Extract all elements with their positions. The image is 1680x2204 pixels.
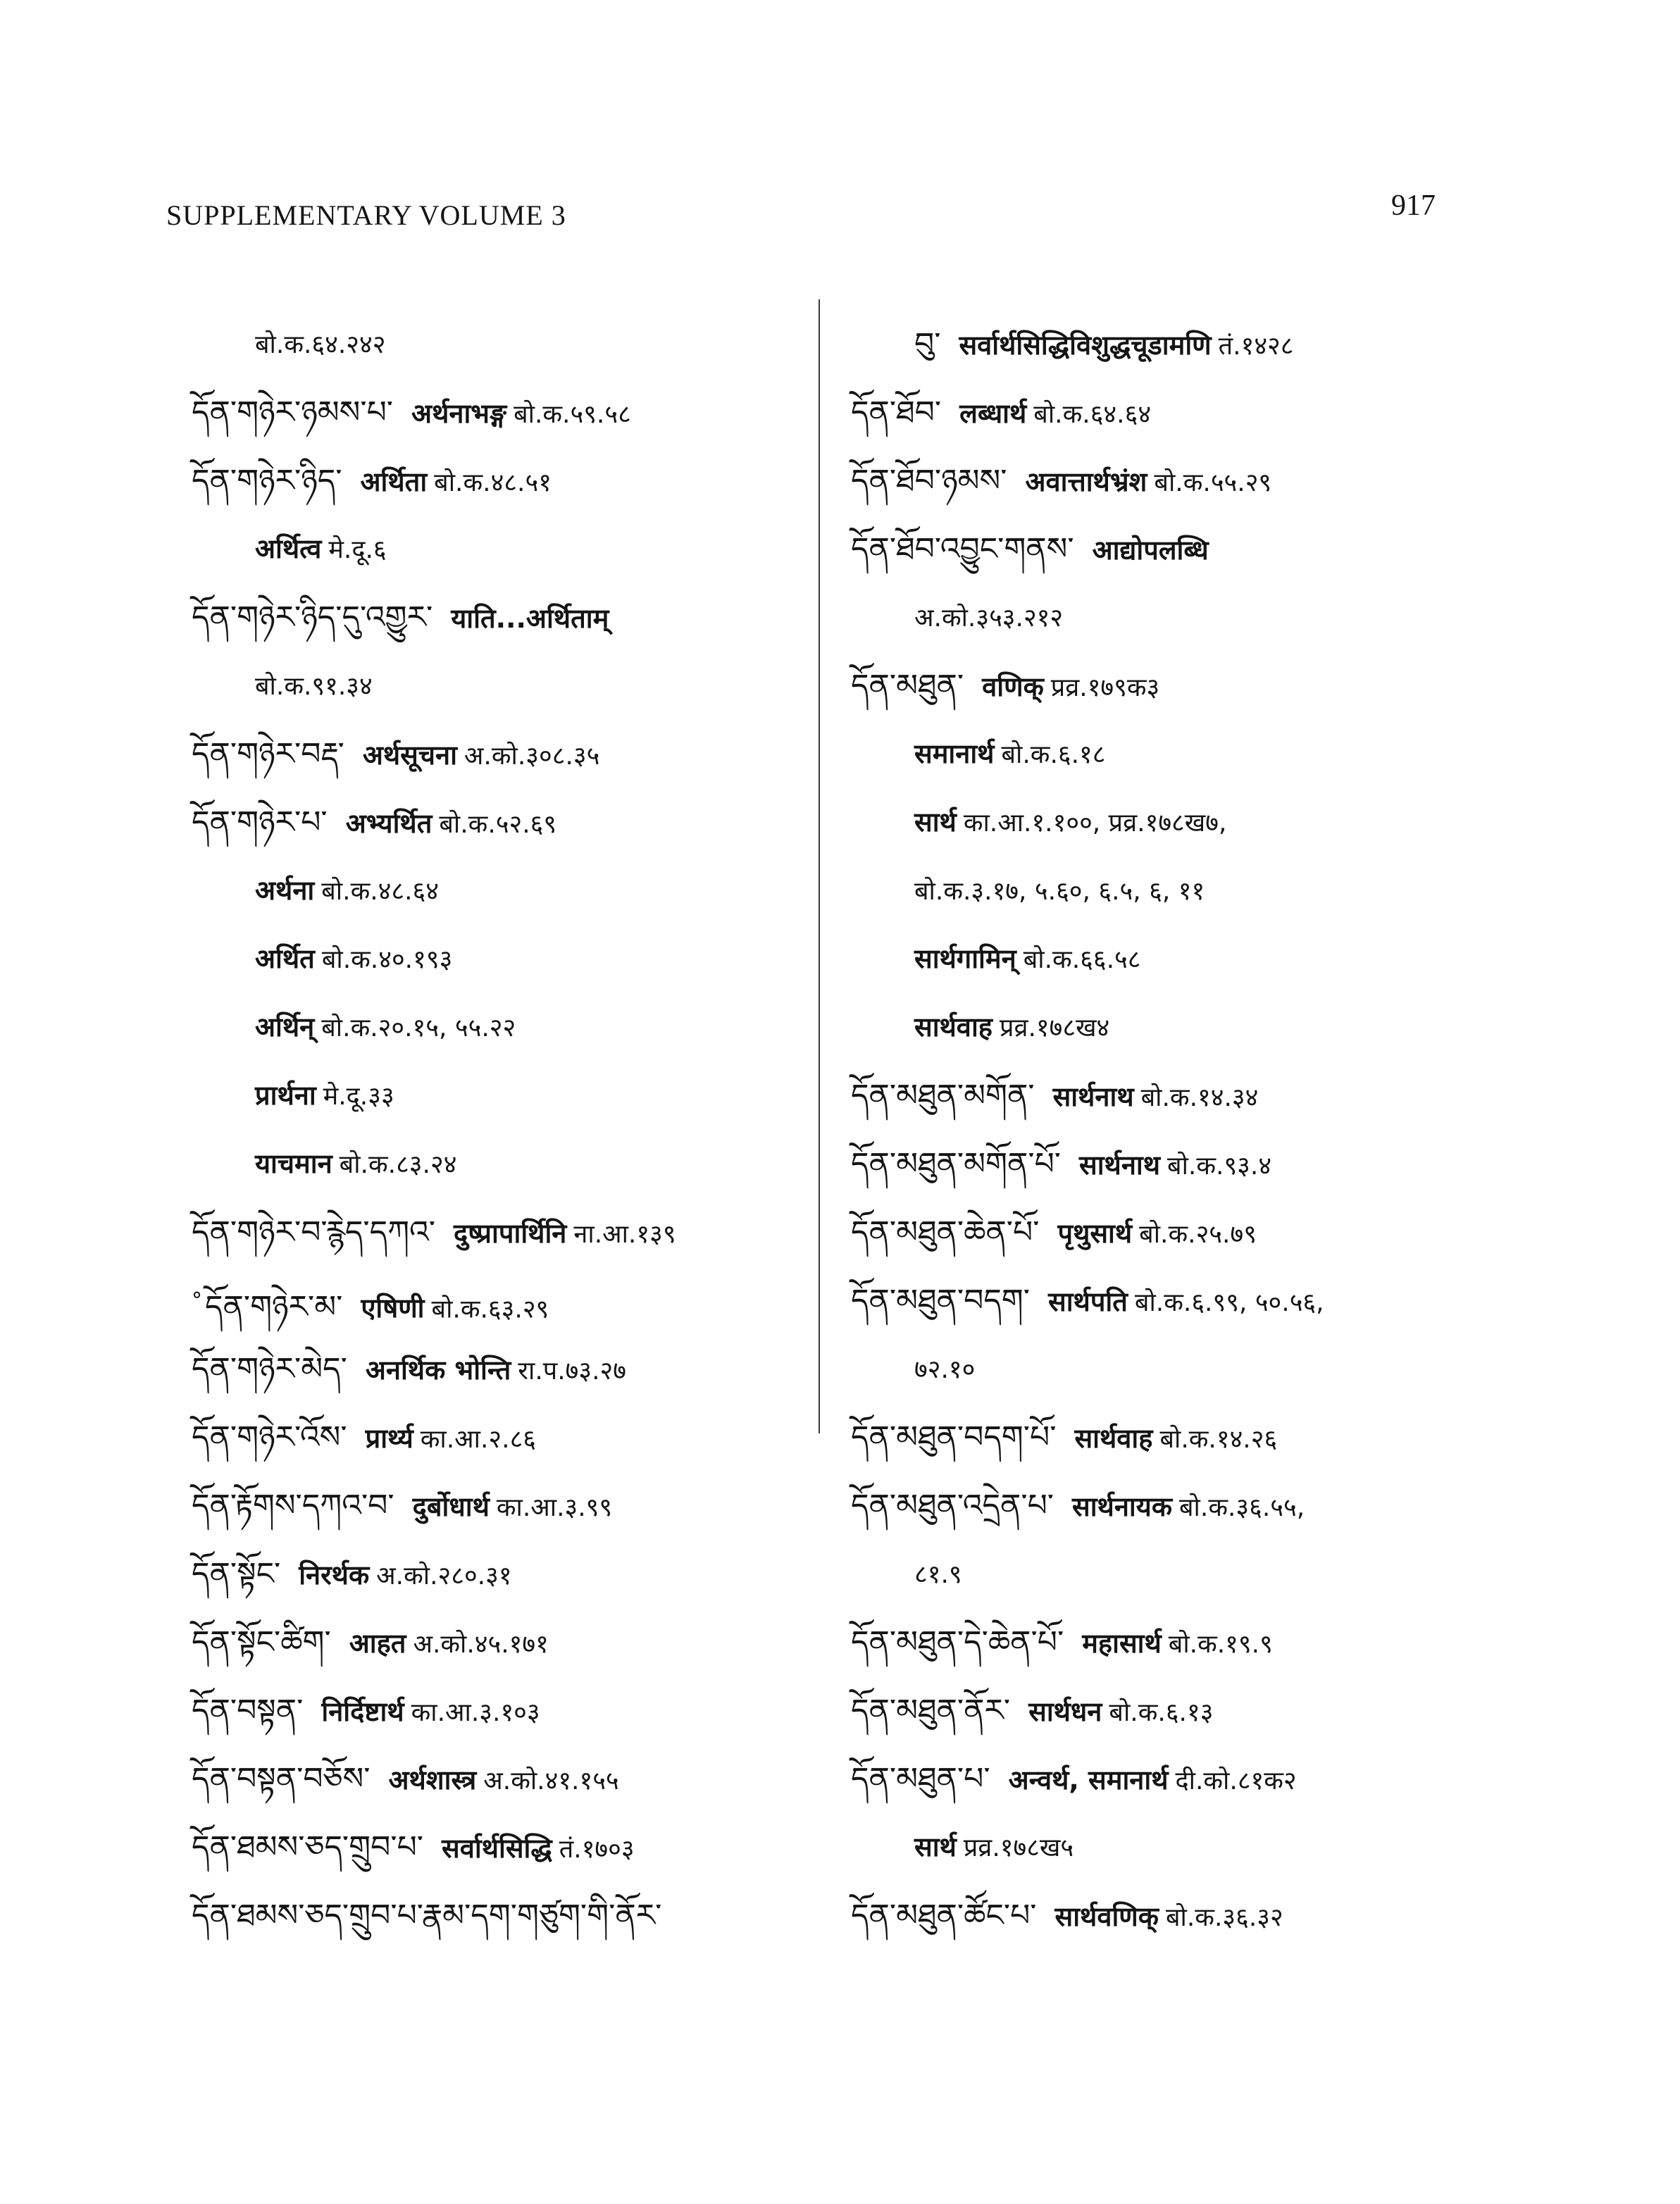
sub-entry [851,788,1485,857]
tibetan-term: དོན་གཉེར་བརྡ་ [192,736,344,772]
sanskrit-equivalent: सर्वार्थसिद्धि [442,1833,552,1864]
tibetan-term: དོན་མཐུན་དེ་ཆེན་པོ་ [851,1624,1064,1660]
sanskrit-equivalent: सार्थवाह [914,1011,993,1042]
dictionary-entry [851,652,1485,720]
sub-entry [851,993,1485,1061]
sanskrit-equivalent: सार्थ [914,807,957,838]
tibetan-term: བུ་ [914,326,941,362]
tibetan-term: དོན་ཐོབ་འབྱུང་གནས་ [851,531,1074,567]
tibetan-term: དོན་བསྟན་ [192,1693,304,1729]
source-reference: मे.दू.६ [328,535,387,564]
sanskrit-equivalent: अन्वर्थ, समानार्थ [1008,1764,1169,1795]
dictionary-entry [851,1403,1485,1471]
tibetan-term: དོན་མཐུན་བདག་པོ་ [851,1419,1057,1455]
tibetan-term: དོན་གཉེར་ཉིད་དུ་འགྱུར་ [192,599,433,635]
continuation-line [851,1335,1485,1403]
tibetan-term: དོན་གཉེར་ཉིད་ [192,463,342,499]
sanskrit-equivalent: एषिणी [361,1293,425,1324]
sanskrit-equivalent: प्रार्थ्य [365,1423,413,1454]
source-reference: बो.क.६.१८ [1001,740,1106,769]
dictionary-entry [192,1198,811,1266]
dictionary-entry [851,1745,1485,1813]
dictionary-entry [192,1813,811,1881]
dictionary-entry [192,1403,811,1471]
tibetan-term: དོན་གཉེར་འོས་ [192,1419,347,1455]
tibetan-term: དོན་མཐུན་ཚོང་པ་ [851,1898,1037,1934]
dictionary-entry [192,1745,811,1813]
source-reference: बो.क.४८.६४ [321,877,439,906]
source-reference: बो.क.९३.४ [1167,1152,1272,1181]
sanskrit-equivalent: निरर्थक [299,1559,370,1590]
dictionary-entry [192,583,811,652]
dictionary-entry [851,1881,1485,1950]
dictionary-entry [851,1266,1485,1335]
source-reference: अ.को.३०८.३५ [463,742,600,771]
sub-entry [192,925,811,993]
source-reference: का.आ.३.१०३ [411,1698,540,1727]
continuation-line [851,310,1485,378]
tibetan-term: དོན་མཐུན་བདག་ [851,1283,1031,1319]
dictionary-entry [851,1676,1485,1745]
source-reference: अ.को.४१.१५५ [483,1767,619,1795]
sanskrit-equivalent: लब्धार्थ [959,398,1027,429]
sub-entry [192,857,811,925]
tibetan-term: དོན་སྟོང་ཚིག་ [192,1624,331,1660]
tibetan-term: དོན་ཐམས་ཅད་གྲུབ་པ་ [192,1829,424,1865]
source-reference: प्रव्र.१७९क३ [1050,673,1160,702]
source-reference: अ.को.२८०.३१ [376,1562,512,1590]
right-column [851,310,1485,1950]
source-reference: ना.आ.१३९ [573,1220,676,1249]
dictionary-entry [192,1676,811,1745]
dictionary-entry [851,1471,1485,1540]
source-reference: बो.क.१४.३४ [1140,1083,1259,1112]
tibetan-term: དོན་རྟོགས་དཀའ་བ་ [192,1488,394,1524]
source-reference: बो.क.५९.५८ [514,400,631,429]
sanskrit-equivalent: सार्थधन [1028,1696,1102,1727]
source-reference: बो.क.४८.५१ [434,468,552,497]
dictionary-entry [851,378,1485,447]
sanskrit-equivalent: सार्थपति [1048,1286,1128,1317]
running-head: SUPPLEMENTARY VOLUME 3 [166,199,566,231]
sanskrit-equivalent: याति...अर्थिताम् [451,603,609,634]
entry-mark: ° [192,1288,202,1313]
sanskrit-equivalent: निर्दिष्टार्थ [321,1696,404,1727]
sub-entry [192,1061,811,1130]
source-reference: प्रव्र.१७८ख५ [963,1833,1074,1862]
dictionary-entry [192,378,811,447]
source-reference: अ.को.४५.१७१ [413,1630,549,1659]
sanskrit-equivalent: अर्थना [255,875,315,906]
dictionary-entry [192,1266,811,1335]
tibetan-term: དོན་མཐུན་མགོན་པོ་ [851,1146,1062,1182]
sanskrit-equivalent: सार्थ [914,1831,957,1862]
source-reference: बो.क.४०.१९३ [321,945,453,974]
continuation-line [851,583,1485,652]
column-divider [819,299,820,1433]
sanskrit-equivalent: महासार्थ [1082,1628,1162,1659]
sanskrit-equivalent: अर्थनाभङ्ग [411,398,507,429]
sub-entry [851,925,1485,993]
sanskrit-equivalent: अर्थित [255,943,315,974]
source-reference: बो.क.६४.६४ [1033,400,1152,429]
source-reference: बो.क.३६.५५, [1179,1493,1305,1522]
sanskrit-equivalent: सार्थगामिन् [914,943,1016,974]
tibetan-term: དོན་མཐུན་འདྲེན་པ་ [851,1488,1054,1524]
source-reference: प्रव्र.१७८ख४ [999,1014,1110,1042]
source-reference: बो.क.६.१३ [1109,1698,1214,1727]
dictionary-entry [192,1335,811,1403]
sub-entry [851,857,1485,925]
sanskrit-equivalent: अर्थिन् [255,1011,315,1042]
dictionary-entry [192,1881,811,1950]
sanskrit-equivalent: सार्थनाथ [1079,1150,1161,1181]
tibetan-term: དོན་གཉེར་མ་ [205,1289,343,1326]
tibetan-term: དོན་གཉེར་པ་ [192,804,328,840]
source-reference: बो.क.५२.६९ [439,810,557,839]
source-reference: का.आ.२.८६ [420,1425,537,1454]
source-reference: बो.क.३.१७, ५.६०, ६.५, ६, ११ [914,877,1205,906]
source-reference: बो.क.३६.३२ [1165,1903,1283,1932]
dictionary-entry [192,1608,811,1676]
sanskrit-equivalent: अर्थशास्त्र [388,1764,477,1795]
source-reference: ८१.९ [914,1560,962,1589]
sanskrit-equivalent: अभ्यर्थित [345,808,433,839]
sub-entry [851,1813,1485,1881]
source-reference: बो.क.५५.२९ [1154,468,1272,497]
sanskrit-equivalent: आद्योपलब्धि [1092,535,1209,566]
tibetan-term: དོན་ཐོབ་ [851,394,942,430]
continuation-line [851,1540,1485,1608]
sub-entry [192,1130,811,1198]
source-reference: बो.क.६४.२४२ [255,330,386,359]
dictionary-entry [851,1061,1485,1130]
tibetan-term: དོན་གཉེར་བ་རྙེད་དཀའ་ [192,1214,436,1250]
sanskrit-equivalent: अनर्थिक भोन्ति [365,1355,511,1386]
source-reference: बो.क.८३.२४ [339,1150,457,1179]
tibetan-term: དོན་མཐུན་ [851,668,964,704]
sanskrit-equivalent: अर्थसूचना [362,740,457,771]
dictionary-entry [851,1130,1485,1198]
source-reference: बो.क.६.९९, ५०.५६, [1134,1288,1324,1317]
dictionary-entry [851,1608,1485,1676]
source-reference: बो.क.१४.२६ [1159,1425,1278,1454]
source-reference: ७२.१० [914,1355,976,1384]
tibetan-term: དོན་མཐུན་ཆེན་པོ་ [851,1214,1040,1250]
sanskrit-equivalent: याचमान [255,1148,332,1179]
page-number: 917 [1391,189,1436,222]
tibetan-term: དོན་ཐམས་ཅད་གྲུབ་པ་རྣམ་དག་གཙུག་གི་ནོར་ [192,1898,662,1934]
sanskrit-equivalent: सार्थनाथ [1052,1081,1134,1112]
tibetan-term: དོན་ཐོབ་ཉམས་ [851,463,1007,499]
sanskrit-equivalent: सार्थनायक [1072,1491,1172,1522]
source-reference: बो.क.६३.२९ [431,1295,549,1324]
dictionary-entry [192,1471,811,1540]
sanskrit-equivalent: दुष्प्रापार्थिनि [454,1218,567,1249]
dictionary-entry [192,788,811,857]
left-column [192,310,811,1950]
source-reference: दी.को.८१क२ [1175,1767,1297,1795]
sanskrit-equivalent: दुर्बोधार्थ [412,1491,490,1522]
sub-entry [192,993,811,1061]
source-reference: मे.दू.३३ [323,1082,394,1111]
sanskrit-equivalent: प्रार्थना [255,1080,316,1111]
sanskrit-equivalent: सार्थवणिक् [1054,1901,1159,1932]
sanskrit-equivalent: आहत [349,1628,406,1659]
sanskrit-equivalent: समानार्थ [914,738,995,769]
sub-entry [192,515,811,583]
tibetan-term: དོན་བསྟན་བཅོས་ [192,1761,371,1797]
tibetan-term: དོན་མཐུན་ནོར་ [851,1693,1011,1729]
source-reference: अ.को.३५३.२१२ [914,604,1064,633]
dictionary-entry [851,447,1485,515]
source-reference: रा.प.७३.२७ [518,1357,626,1386]
sanskrit-equivalent: सार्थवाह [1074,1423,1153,1454]
source-reference: तं.१४२८ [1218,332,1294,361]
source-reference: बो.क.१९.९ [1168,1630,1273,1659]
tibetan-term: དོན་མཐུན་མགོན་ [851,1078,1035,1114]
tibetan-term: དོན་སྟོང་ [192,1556,281,1592]
continuation-line [192,652,811,720]
source-reference: तं.१७०३ [559,1835,635,1864]
tibetan-term: དོན་གཉེར་མེད་ [192,1351,347,1387]
dictionary-entry [192,1540,811,1608]
dictionary-entry [851,515,1485,583]
dictionary-entry [851,1198,1485,1266]
source-reference: बो.क.९१.३४ [255,672,373,701]
sanskrit-equivalent: अर्थिता [360,466,428,497]
source-reference: बो.क.२०.१५, ५५.२२ [321,1014,516,1042]
tibetan-term: དོན་གཉེར་ཉམས་པ་ [192,394,394,430]
continuation-line [192,310,811,378]
source-reference: का.आ.३.९९ [496,1493,613,1522]
sanskrit-equivalent: पृथुसार्थ [1057,1218,1133,1249]
sanskrit-equivalent: अर्थित्व [255,533,322,564]
sanskrit-equivalent: अवात्तार्थभ्रंश [1025,466,1147,497]
dictionary-entry [192,720,811,788]
sanskrit-equivalent: वणिक् [982,671,1044,702]
source-reference: बो.क.२५.७९ [1139,1220,1257,1249]
source-reference: बो.क.६६.५८ [1023,945,1141,974]
sub-entry [851,720,1485,788]
tibetan-term: དོན་མཐུན་པ་ [851,1761,990,1797]
sanskrit-equivalent: सर्वार्थसिद्धिविशुद्धचूडामणि [959,330,1212,361]
source-reference: का.आ.१.१००, प्रव्र.१७८ख७, [963,809,1227,838]
dictionary-entry [192,447,811,515]
